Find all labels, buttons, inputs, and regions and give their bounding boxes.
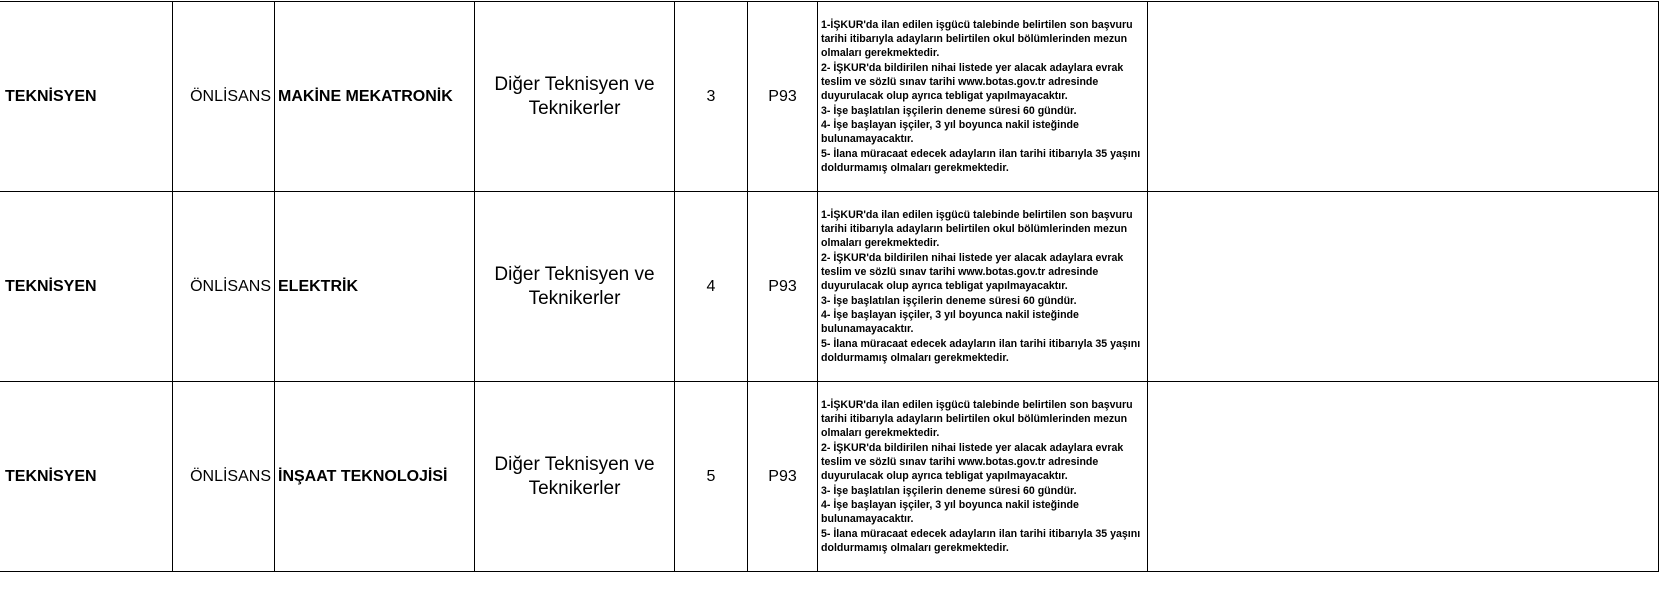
requirements-notes [818, 382, 1148, 572]
occupation-name: Diğer Teknisyen ve Teknikerler [475, 2, 675, 192]
occupation-name: Diğer Teknisyen ve Teknikerler [475, 192, 675, 382]
department-name: ELEKTRİK [275, 192, 475, 382]
empty-cell [1148, 2, 1659, 192]
note-item: 5- İlana müracaat edecek adayların ilan tarihi itibarıyla 35 yaşını doldurmamış olmaları gerekmektedir. [821, 527, 1141, 554]
table-row [0, 192, 1659, 382]
profession-code: P93 [748, 382, 818, 572]
note-item: 5- İlana müracaat edecek adayların ilan tarihi itibarıyla 35 yaşını doldurmamış olmaları gerekmektedir. [821, 337, 1141, 364]
empty-cell [1148, 382, 1659, 572]
occupation-name: Diğer Teknisyen ve Teknikerler [475, 382, 675, 572]
job-listing-table [0, 1, 1659, 572]
empty-cell [1148, 192, 1659, 382]
note-item: 1-İŞKUR'da ilan edilen işgücü talebinde belirtilen son başvuru tarihi itibarıyla adayların belirtilen okul bölümlerinden mezun olmaları gerekmektedir. [821, 18, 1133, 60]
note-item: 1-İŞKUR'da ilan edilen işgücü talebinde belirtilen son başvuru tarihi itibarıyla adayların belirtilen okul bölümlerinden mezun olmaları gerekmektedir. [821, 398, 1133, 440]
department-name: İNŞAAT TEKNOLOJİSİ [275, 382, 475, 572]
education-level: ÖNLİSANS [173, 192, 275, 382]
note-item: 5- İlana müracaat edecek adayların ilan tarihi itibarıyla 35 yaşını doldurmamış olmaları gerekmektedir. [821, 147, 1141, 174]
requirements-notes [818, 2, 1148, 192]
note-item: 3- İşe başlatılan işçilerin deneme süresi 60 gündür. [821, 484, 1077, 497]
position-count: 4 [675, 192, 748, 382]
note-item: 1-İŞKUR'da ilan edilen işgücü talebinde belirtilen son başvuru tarihi itibarıyla adayların belirtilen okul bölümlerinden mezun olmaları gerekmektedir. [821, 208, 1133, 250]
note-item: 3- İşe başlatılan işçilerin deneme süresi 60 gündür. [821, 104, 1077, 117]
profession-code: P93 [748, 2, 818, 192]
requirements-notes [818, 192, 1148, 382]
education-level: ÖNLİSANS [173, 382, 275, 572]
note-item: 4- İşe başlayan işçiler, 3 yıl boyunca nakil isteğinde bulunamayacaktır. [821, 118, 1079, 146]
profession-code: P93 [748, 192, 818, 382]
table-row [0, 382, 1659, 572]
position-count: 5 [675, 382, 748, 572]
position-title: TEKNİSYEN [0, 2, 173, 192]
department-name: MAKİNE MEKATRONİK [275, 2, 475, 192]
note-item: 2- İŞKUR'da bildirilen nihai listede yer alacak adaylara evrak teslim ve sözlü sınav tarihi www.botas.gov.tr adresinde duyurulacak olup ayrıca tebligat yapılmayacaktır. [821, 441, 1124, 483]
note-item: 3- İşe başlatılan işçilerin deneme süresi 60 gündür. [821, 294, 1077, 307]
position-title: TEKNİSYEN [0, 192, 173, 382]
note-item: 2- İŞKUR'da bildirilen nihai listede yer alacak adaylara evrak teslim ve sözlü sınav tarihi www.botas.gov.tr adresinde duyurulacak olup ayrıca tebligat yapılmayacaktır. [821, 251, 1124, 293]
position-count: 3 [675, 2, 748, 192]
note-item: 2- İŞKUR'da bildirilen nihai listede yer alacak adaylara evrak teslim ve sözlü sınav tarihi www.botas.gov.tr adresinde duyurulacak olup ayrıca tebligat yapılmayacaktır. [821, 61, 1124, 103]
education-level: ÖNLİSANS [173, 2, 275, 192]
position-title: TEKNİSYEN [0, 382, 173, 572]
table-row [0, 2, 1659, 192]
note-item: 4- İşe başlayan işçiler, 3 yıl boyunca nakil isteğinde bulunamayacaktır. [821, 308, 1079, 336]
note-item: 4- İşe başlayan işçiler, 3 yıl boyunca nakil isteğinde bulunamayacaktır. [821, 498, 1079, 526]
